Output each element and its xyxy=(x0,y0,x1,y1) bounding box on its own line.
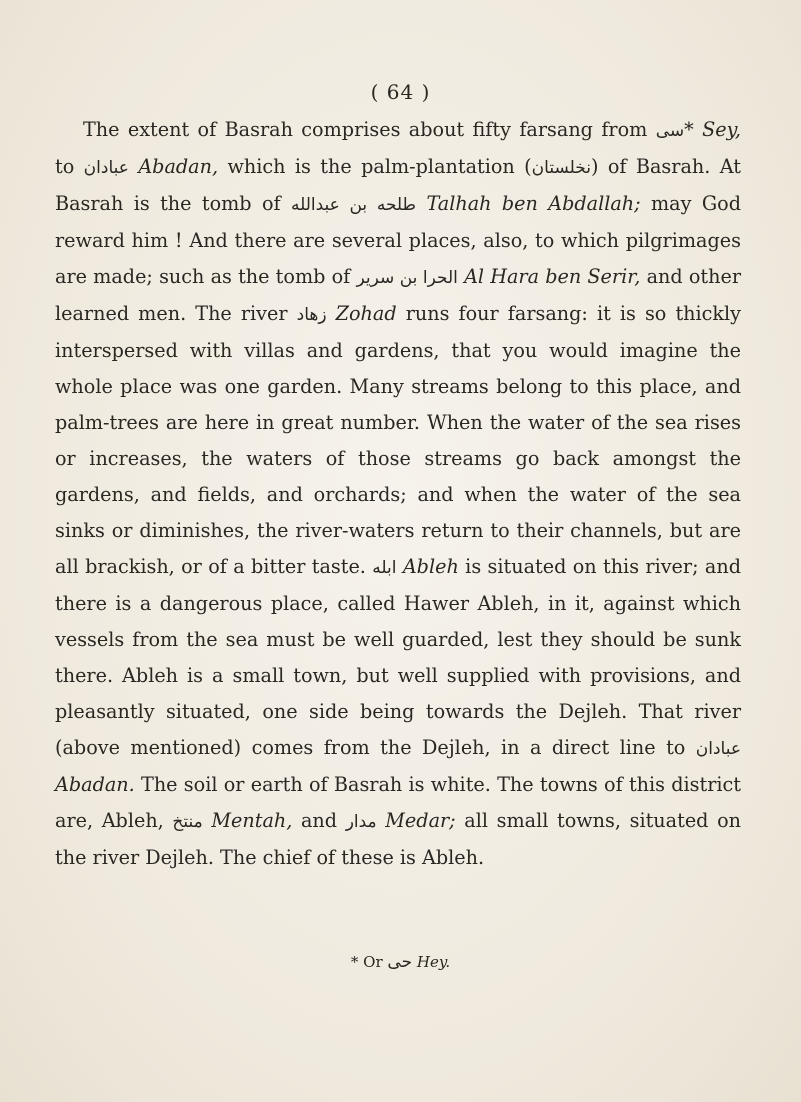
arabic-term-talhah: طلحه بن عبدالله xyxy=(290,195,417,215)
text-run xyxy=(327,302,336,325)
text-run: The extent of Basrah comprises about fifty farsang from xyxy=(83,118,656,141)
text-run xyxy=(129,155,138,178)
arabic-term-ableh: ابله xyxy=(372,558,397,578)
arabic-term-sey: سی xyxy=(655,121,685,141)
arabic-term-hara: الحرا بن سرير xyxy=(356,268,458,288)
text-run: which is the palm-plantation ( xyxy=(218,155,532,178)
footnote-arabic: حی xyxy=(387,952,413,972)
transliteration-talhah: Talhah ben Abdallah; xyxy=(426,192,641,215)
transliteration-mentah: Mentah, xyxy=(211,809,293,832)
transliteration-ableh: Ableh xyxy=(402,555,459,578)
arabic-term-medar: مدار xyxy=(345,812,377,832)
text-run: and xyxy=(292,809,346,832)
text-run: The soil or earth of Basrah is white. The towns of this district are, Ableh, xyxy=(55,773,741,832)
footnote-marker: * xyxy=(684,118,703,141)
text-run: to xyxy=(55,155,84,178)
text-run: may God reward him ! And there are several places, also, to which pilgrimages are made; such as the tomb of xyxy=(55,192,741,288)
arabic-term-abadan: عبادان xyxy=(695,739,741,759)
footnote-prefix: * Or xyxy=(350,953,388,971)
transliteration-sey: Sey, xyxy=(702,118,741,141)
text-run xyxy=(377,809,386,832)
arabic-term-zohad: زهاد xyxy=(296,305,327,325)
footnote-transliteration: Hey. xyxy=(416,953,451,971)
arabic-term-abadan: عبادان xyxy=(83,158,129,178)
text-run: is situated on this river; and there is a dangerous place, called Hawer Ableh, in it, against which vessels from the sea must be well guarded, lest they should be sunk there. Ableh is a small town, but well supplied with provisions, and pleasantly situated, one side being towards the Dejleh. That river (above mentioned) comes from the Dejleh, in a direct line to xyxy=(55,555,741,759)
transliteration-abadan: Abadan, xyxy=(138,155,219,178)
page-number: ( 64 ) xyxy=(370,80,431,104)
transliteration-medar: Medar; xyxy=(385,809,456,832)
text-run: all small towns, situated on the river Dejleh. The chief of these is Ableh. xyxy=(55,809,741,869)
body-text xyxy=(55,112,741,876)
text-run: ) of Basrah. At Basrah is the tomb of xyxy=(55,155,741,215)
transliteration-zohad: Zohad xyxy=(335,302,397,325)
transliteration-hara: Al Hara ben Serir, xyxy=(464,265,641,288)
arabic-term-nakhlistan: نخلستان xyxy=(531,158,591,178)
paragraph xyxy=(55,112,741,876)
arabic-term-mentah: منتخ xyxy=(172,812,203,832)
text-run: and other learned men. The river xyxy=(55,265,742,325)
text-run: runs four farsang: it is so thickly interspersed with villas and gardens, that you would imagine the whole place was one garden. Many streams belong to this place, and palm-trees are here in great number. When the water of the sea rises or increases, the waters of those streams go back amongst the gardens, and fields, and orchards; and when the water of the sea sinks or diminishes, the river-waters return to their channels, but are all brackish, or of a bitter taste. xyxy=(55,302,741,578)
text-run xyxy=(416,192,426,215)
footnote xyxy=(0,952,801,972)
transliteration-abadan: Abadan. xyxy=(55,773,135,796)
